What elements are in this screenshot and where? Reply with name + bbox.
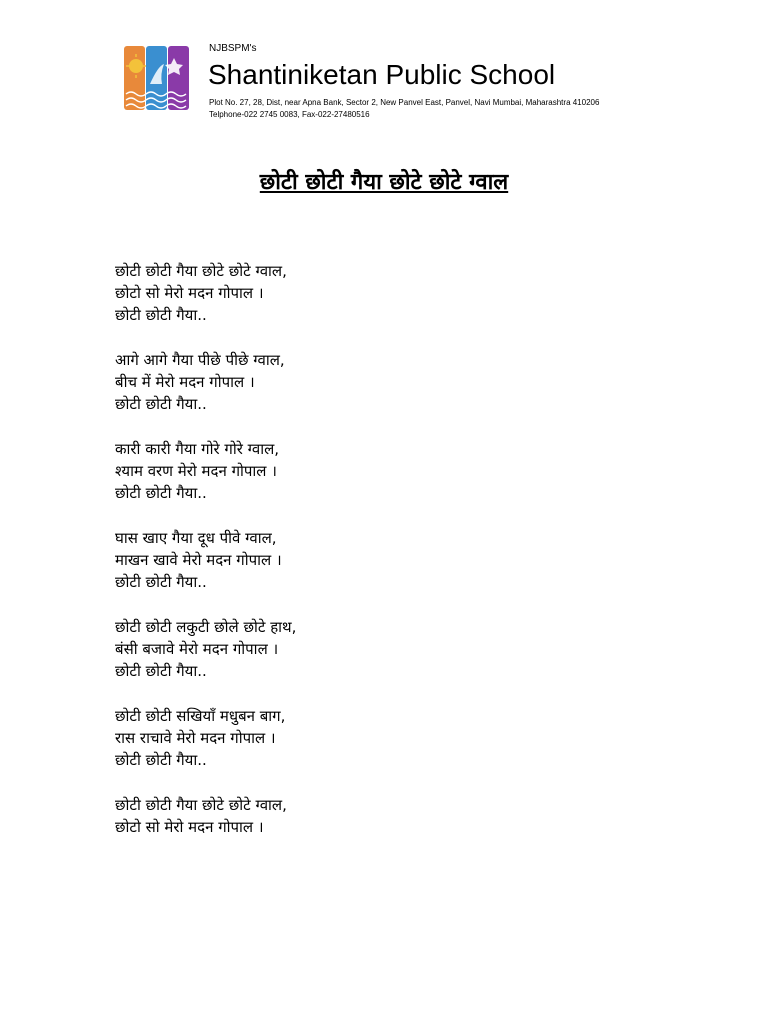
school-logo xyxy=(122,44,192,112)
letterhead xyxy=(122,42,742,122)
stanza xyxy=(115,349,675,415)
poem-line: श्याम वरण मेरो मदन गोपाल । xyxy=(115,462,277,480)
poem-line: घास खाए गैया दूध पीवे ग्वाल, xyxy=(115,529,277,547)
poem-line: छोटी छोटी गैया.. xyxy=(115,306,207,324)
stanza xyxy=(115,705,675,771)
poem-line: आगे आगे गैया पीछे पीछे ग्वाल, xyxy=(115,351,285,369)
school-phone: Telphone-022 2745 0083, Fax-022-27480516 xyxy=(209,110,370,119)
stanza xyxy=(115,438,675,504)
stanza xyxy=(115,260,675,326)
poem-line: छोटी छोटी गैया.. xyxy=(115,751,207,769)
poem-line: छोटी छोटी गैया.. xyxy=(115,484,207,502)
poem-line: छोटी छोटी गैया.. xyxy=(115,395,207,413)
poem-line: रास राचावे मेरो मदन गोपाल । xyxy=(115,729,276,747)
poem-line: छोटो सो मेरो मदन गोपाल । xyxy=(115,284,264,302)
poem-line: छोटी छोटी सखियाँ मधुबन बाग, xyxy=(115,707,286,725)
poem-line: छोटी छोटी गैया छोटे छोटे ग्वाल, xyxy=(115,796,287,814)
school-name: Shantiniketan Public School xyxy=(208,59,556,90)
poem-line: माखन खावे मेरो मदन गोपाल । xyxy=(115,551,282,569)
stanza xyxy=(115,794,675,838)
poem-body xyxy=(115,260,675,861)
poem-line: छोटी छोटी गैया छोटे छोटे ग्वाल, xyxy=(115,262,287,280)
stanza xyxy=(115,527,675,593)
poem-line: बीच में मेरो मदन गोपाल । xyxy=(115,373,255,391)
poem-line: बंसी बजावे मेरो मदन गोपाल । xyxy=(115,640,279,658)
poem-title: छोटी छोटी गैया छोटे छोटे ग्वाल xyxy=(259,170,509,195)
poem-line: कारी कारी गैया गोरे गोरे ग्वाल, xyxy=(115,440,280,458)
poem-line: छोटी छोटी लकुटी छोले छोटे हाथ, xyxy=(115,618,297,636)
poem-line: छोटी छोटी गैया.. xyxy=(115,662,207,680)
poem-line: छोटी छोटी गैया.. xyxy=(115,573,207,591)
poem-line: छोटो सो मेरो मदन गोपाल । xyxy=(115,818,264,836)
stanza xyxy=(115,616,675,682)
org-name: NJBSPM's xyxy=(209,43,257,54)
school-address: Plot No. 27, 28, Dist, near Apna Bank, Sector 2, New Panvel East, Panvel, Navi Mumbai, Maharashtra 410206 xyxy=(209,98,600,107)
